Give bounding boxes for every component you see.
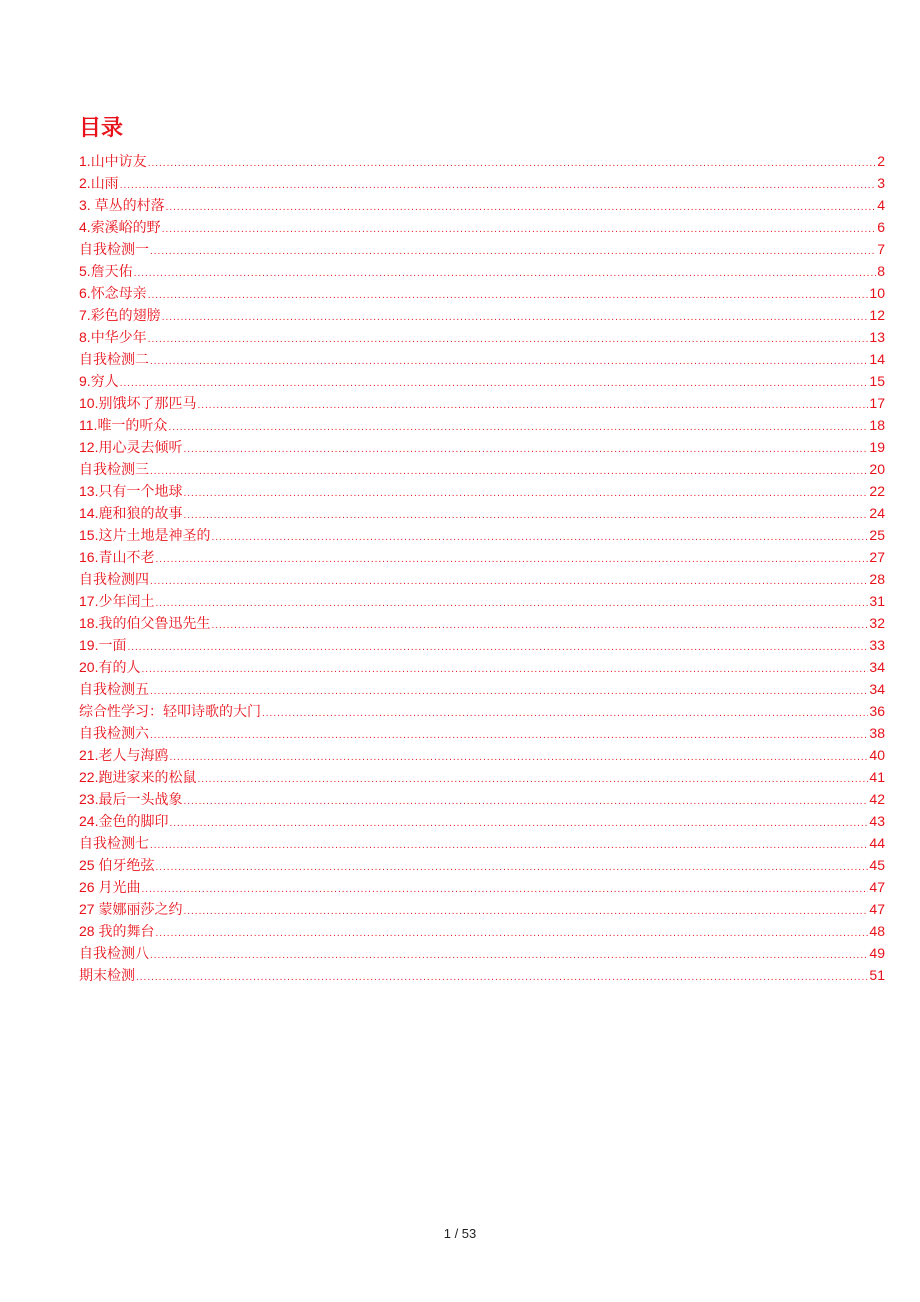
toc-entry[interactable] bbox=[79, 766, 885, 788]
toc-entry-number: 9. bbox=[79, 373, 91, 389]
toc-entry[interactable] bbox=[79, 788, 885, 810]
toc-entry-title: 别饿坏了那匹马 bbox=[98, 396, 197, 412]
toc-entry-title: 少年闰土 bbox=[98, 594, 155, 610]
toc-entry-number: 22. bbox=[79, 769, 99, 785]
toc-entry[interactable] bbox=[79, 920, 885, 942]
toc-dot-leader bbox=[134, 263, 877, 285]
toc-entry-number: 1. bbox=[79, 153, 91, 169]
toc-entry-label bbox=[79, 260, 133, 283]
toc-entry[interactable] bbox=[79, 480, 885, 502]
toc-entry-page-number: 43 bbox=[869, 813, 885, 829]
toc-entry[interactable] bbox=[79, 326, 885, 348]
toc-entry-number: 8. bbox=[79, 329, 91, 345]
toc-dot-leader bbox=[150, 835, 868, 857]
toc-entry-page-number: 28 bbox=[869, 571, 885, 587]
toc-entry-label bbox=[79, 282, 147, 305]
toc-dot-leader bbox=[211, 527, 868, 549]
toc-entry[interactable] bbox=[79, 414, 885, 436]
toc-entry-title: 用心灵去倾听 bbox=[98, 440, 183, 456]
toc-entry-page-number: 47 bbox=[869, 879, 885, 895]
toc-entry-number: 28 bbox=[79, 923, 99, 939]
toc-dot-leader bbox=[183, 505, 868, 527]
toc-dot-leader bbox=[169, 813, 868, 835]
toc-entry-page-number: 18 bbox=[869, 417, 885, 433]
toc-entry-page-number: 51 bbox=[869, 967, 885, 983]
toc-entry-number: 23. bbox=[79, 791, 99, 807]
toc-entry-label bbox=[79, 392, 196, 415]
toc-entry-title: 自我检测七 bbox=[79, 836, 149, 852]
toc-entry-label bbox=[79, 480, 182, 503]
toc-entry[interactable] bbox=[79, 304, 885, 326]
toc-dot-leader bbox=[150, 461, 868, 483]
toc-entry-label bbox=[79, 524, 210, 547]
toc-entry-label bbox=[79, 502, 182, 525]
toc-entry-title: 综合性学习：轻叩诗歌的大门 bbox=[79, 704, 261, 720]
toc-entry-page-number: 25 bbox=[869, 527, 885, 543]
toc-entry-page-number: 19 bbox=[869, 439, 885, 455]
toc-entry-number: 11. bbox=[79, 417, 98, 433]
toc-entry-title: 跑进家来的松鼠 bbox=[98, 770, 197, 786]
toc-dot-leader bbox=[183, 483, 868, 505]
toc-entry[interactable] bbox=[79, 370, 885, 392]
toc-entry[interactable] bbox=[79, 502, 885, 524]
toc-entry-label bbox=[79, 788, 182, 811]
toc-dot-leader bbox=[166, 197, 877, 219]
toc-entry-label bbox=[79, 304, 161, 327]
toc-entry-title: 有的人 bbox=[98, 660, 141, 676]
toc-dot-leader bbox=[150, 571, 868, 593]
toc-entry-title: 我的伯父鲁迅先生 bbox=[98, 616, 211, 632]
toc-entry-title: 自我检测八 bbox=[79, 946, 149, 962]
toc-entry[interactable] bbox=[79, 942, 885, 964]
toc-dot-leader bbox=[150, 241, 876, 263]
toc-entry[interactable] bbox=[79, 678, 885, 700]
toc-entry[interactable] bbox=[79, 744, 885, 766]
toc-entry-page-number: 24 bbox=[869, 505, 885, 521]
toc-entry-label bbox=[79, 172, 119, 195]
toc-entry-label bbox=[79, 964, 135, 987]
toc-entry[interactable] bbox=[79, 348, 885, 370]
toc-entry-label bbox=[79, 458, 149, 481]
toc-entry-page-number: 7 bbox=[877, 241, 885, 257]
toc-dot-leader bbox=[155, 549, 868, 571]
toc-entry-label bbox=[79, 722, 149, 745]
toc-dot-leader bbox=[262, 703, 868, 725]
toc-entry-label bbox=[79, 854, 154, 877]
toc-dot-leader bbox=[169, 747, 868, 769]
toc-entry[interactable] bbox=[79, 854, 885, 876]
toc-entry-number: 5. bbox=[79, 263, 91, 279]
toc-entry-title: 山雨 bbox=[90, 176, 119, 192]
toc-entry[interactable] bbox=[79, 392, 885, 414]
toc-entry-label bbox=[79, 942, 149, 965]
toc-dot-leader bbox=[141, 879, 868, 901]
toc-entry-label bbox=[79, 744, 168, 767]
toc-dot-leader bbox=[155, 923, 868, 945]
toc-dot-leader bbox=[148, 285, 869, 307]
toc-entry-title: 一面 bbox=[98, 638, 127, 654]
toc-entry[interactable] bbox=[79, 524, 885, 546]
table-of-contents bbox=[79, 150, 885, 986]
toc-entry-page-number: 45 bbox=[869, 857, 885, 873]
toc-dot-leader bbox=[211, 615, 868, 637]
toc-entry-number: 26 bbox=[79, 879, 99, 895]
toc-dot-leader bbox=[150, 351, 868, 373]
toc-entry-page-number: 20 bbox=[869, 461, 885, 477]
toc-dot-leader bbox=[127, 637, 868, 659]
toc-entry-page-number: 15 bbox=[869, 373, 885, 389]
toc-entry-label bbox=[79, 832, 149, 855]
toc-dot-leader bbox=[162, 307, 869, 329]
toc-dot-leader bbox=[150, 725, 868, 747]
toc-entry-label bbox=[79, 194, 165, 217]
toc-dot-leader bbox=[183, 791, 868, 813]
toc-entry-page-number: 10 bbox=[869, 285, 885, 301]
toc-entry-title: 我的舞台 bbox=[98, 924, 155, 940]
toc-entry-number: 16. bbox=[79, 549, 99, 565]
toc-entry-title: 詹天佑 bbox=[90, 264, 133, 280]
toc-entry-title: 青山不老 bbox=[98, 550, 155, 566]
toc-entry-number: 4. bbox=[79, 219, 91, 235]
toc-entry[interactable] bbox=[79, 964, 885, 986]
toc-entry-label bbox=[79, 326, 147, 349]
toc-entry[interactable] bbox=[79, 194, 885, 216]
toc-entry-page-number: 22 bbox=[869, 483, 885, 499]
toc-entry-title: 山中访友 bbox=[90, 154, 147, 170]
toc-entry-label bbox=[79, 920, 154, 943]
toc-entry-title: 索溪峪的野 bbox=[90, 220, 161, 236]
toc-entry-number: 27 bbox=[79, 901, 99, 917]
toc-entry-page-number: 38 bbox=[869, 725, 885, 741]
toc-entry-page-number: 47 bbox=[869, 901, 885, 917]
toc-entry[interactable] bbox=[79, 568, 885, 590]
toc-entry-page-number: 48 bbox=[869, 923, 885, 939]
toc-entry[interactable] bbox=[79, 876, 885, 898]
toc-entry-title: 自我检测一 bbox=[79, 242, 149, 258]
toc-dot-leader bbox=[168, 417, 868, 439]
toc-entry[interactable] bbox=[79, 260, 885, 282]
toc-dot-leader bbox=[136, 967, 868, 989]
toc-entry-page-number: 17 bbox=[869, 395, 885, 411]
toc-entry-page-number: 49 bbox=[869, 945, 885, 961]
toc-entry-number: 25 bbox=[79, 857, 99, 873]
toc-entry-label bbox=[79, 898, 182, 921]
toc-dot-leader bbox=[141, 659, 868, 681]
toc-entry-page-number: 12 bbox=[869, 307, 885, 323]
toc-entry[interactable] bbox=[79, 238, 885, 260]
toc-entry-title: 彩色的翅膀 bbox=[90, 308, 161, 324]
toc-entry-number: 17. bbox=[79, 593, 99, 609]
toc-entry-label bbox=[79, 238, 149, 261]
toc-dot-leader bbox=[120, 175, 877, 197]
toc-entry-page-number: 40 bbox=[869, 747, 885, 763]
toc-entry-title: 穷人 bbox=[90, 374, 119, 390]
toc-entry[interactable] bbox=[79, 700, 885, 722]
toc-entry-label bbox=[79, 612, 210, 635]
toc-title: 目录 bbox=[79, 116, 124, 141]
toc-entry-label bbox=[79, 348, 149, 371]
toc-entry-label bbox=[79, 216, 161, 239]
toc-entry-page-number: 13 bbox=[869, 329, 885, 345]
toc-entry-title: 自我检测五 bbox=[79, 682, 149, 698]
toc-entry-title: 这片土地是神圣的 bbox=[98, 528, 211, 544]
toc-entry-title: 蒙娜丽莎之约 bbox=[98, 902, 183, 918]
toc-entry-title: 自我检测二 bbox=[79, 352, 149, 368]
toc-entry-number: 18. bbox=[79, 615, 99, 631]
toc-entry[interactable] bbox=[79, 458, 885, 480]
toc-dot-leader bbox=[183, 439, 868, 461]
toc-entry-label bbox=[79, 656, 140, 679]
toc-entry-title: 中华少年 bbox=[90, 330, 147, 346]
toc-entry[interactable] bbox=[79, 634, 885, 656]
toc-entry-title: 草丛的村落 bbox=[94, 198, 165, 214]
toc-entry-title: 自我检测六 bbox=[79, 726, 149, 742]
toc-entry-page-number: 32 bbox=[869, 615, 885, 631]
toc-entry-number: 12. bbox=[79, 439, 99, 455]
toc-entry-page-number: 6 bbox=[877, 219, 885, 235]
toc-entry-title: 鹿和狼的故事 bbox=[98, 506, 183, 522]
toc-dot-leader bbox=[155, 857, 868, 879]
toc-entry[interactable] bbox=[79, 172, 885, 194]
toc-entry-label bbox=[79, 766, 196, 789]
toc-entry-label bbox=[79, 436, 182, 459]
toc-entry-title: 期末检测 bbox=[79, 968, 135, 984]
toc-entry-label bbox=[79, 150, 147, 173]
toc-entry-page-number: 34 bbox=[869, 659, 885, 675]
toc-entry-number: 19. bbox=[79, 637, 99, 653]
toc-dot-leader bbox=[150, 945, 868, 967]
toc-dot-leader bbox=[183, 901, 868, 923]
toc-entry[interactable] bbox=[79, 150, 885, 172]
toc-entry[interactable] bbox=[79, 810, 885, 832]
toc-entry-page-number: 44 bbox=[869, 835, 885, 851]
toc-entry-title: 最后一头战象 bbox=[98, 792, 183, 808]
toc-dot-leader bbox=[197, 769, 868, 791]
toc-entry-title: 自我检测四 bbox=[79, 572, 149, 588]
toc-entry[interactable] bbox=[79, 590, 885, 612]
toc-entry[interactable] bbox=[79, 656, 885, 678]
toc-dot-leader bbox=[162, 219, 877, 241]
toc-entry-label bbox=[79, 546, 154, 569]
toc-entry-label bbox=[79, 700, 261, 723]
toc-entry-page-number: 3 bbox=[877, 175, 885, 191]
toc-dot-leader bbox=[197, 395, 868, 417]
toc-entry-page-number: 31 bbox=[869, 593, 885, 609]
toc-dot-leader bbox=[120, 373, 869, 395]
toc-entry-label bbox=[79, 678, 149, 701]
toc-entry-page-number: 36 bbox=[869, 703, 885, 719]
toc-entry-label bbox=[79, 590, 154, 613]
toc-entry-number: 3. bbox=[79, 197, 95, 213]
toc-entry-title: 伯牙绝弦 bbox=[98, 858, 155, 874]
toc-entry-label bbox=[79, 810, 168, 833]
toc-entry-page-number: 2 bbox=[877, 153, 885, 169]
toc-entry-number: 13. bbox=[79, 483, 99, 499]
toc-entry-page-number: 41 bbox=[869, 769, 885, 785]
page-indicator: 1 / 53 bbox=[443, 1226, 477, 1241]
toc-entry-number: 10. bbox=[79, 395, 99, 411]
toc-entry-page-number: 14 bbox=[869, 351, 885, 367]
toc-entry[interactable] bbox=[79, 546, 885, 568]
toc-entry[interactable] bbox=[79, 282, 885, 304]
toc-entry[interactable] bbox=[79, 832, 885, 854]
toc-entry-label bbox=[79, 876, 140, 899]
toc-entry[interactable] bbox=[79, 898, 885, 920]
toc-entry[interactable] bbox=[79, 722, 885, 744]
toc-entry-title: 只有一个地球 bbox=[98, 484, 183, 500]
toc-entry-number: 21. bbox=[79, 747, 99, 763]
toc-entry-number: 2. bbox=[79, 175, 91, 191]
toc-entry-number: 20. bbox=[79, 659, 99, 675]
toc-entry-page-number: 34 bbox=[869, 681, 885, 697]
toc-entry-page-number: 4 bbox=[877, 197, 885, 213]
toc-entry-title: 自我检测三 bbox=[79, 462, 149, 478]
toc-entry-title: 怀念母亲 bbox=[90, 286, 147, 302]
toc-entry-title: 唯一的听众 bbox=[97, 418, 168, 434]
toc-entry-label bbox=[79, 568, 149, 591]
toc-entry-page-number: 8 bbox=[877, 263, 885, 279]
toc-entry[interactable] bbox=[79, 216, 885, 238]
toc-entry-page-number: 27 bbox=[869, 549, 885, 565]
toc-dot-leader bbox=[155, 593, 868, 615]
toc-dot-leader bbox=[148, 153, 877, 175]
toc-entry[interactable] bbox=[79, 436, 885, 458]
toc-entry-label bbox=[79, 634, 126, 657]
toc-entry-number: 6. bbox=[79, 285, 91, 301]
toc-entry-title: 金色的脚印 bbox=[98, 814, 169, 830]
toc-entry-number: 24. bbox=[79, 813, 99, 829]
toc-entry-label bbox=[79, 370, 119, 393]
toc-entry-number: 14. bbox=[79, 505, 99, 521]
toc-entry-label bbox=[79, 414, 167, 437]
toc-entry-title: 月光曲 bbox=[98, 880, 141, 896]
toc-entry-title: 老人与海鸥 bbox=[98, 748, 169, 764]
toc-entry-page-number: 33 bbox=[869, 637, 885, 653]
toc-entry[interactable] bbox=[79, 612, 885, 634]
toc-entry-page-number: 42 bbox=[869, 791, 885, 807]
toc-entry-number: 7. bbox=[79, 307, 91, 323]
toc-dot-leader bbox=[148, 329, 869, 351]
toc-entry-number: 15. bbox=[79, 527, 99, 543]
